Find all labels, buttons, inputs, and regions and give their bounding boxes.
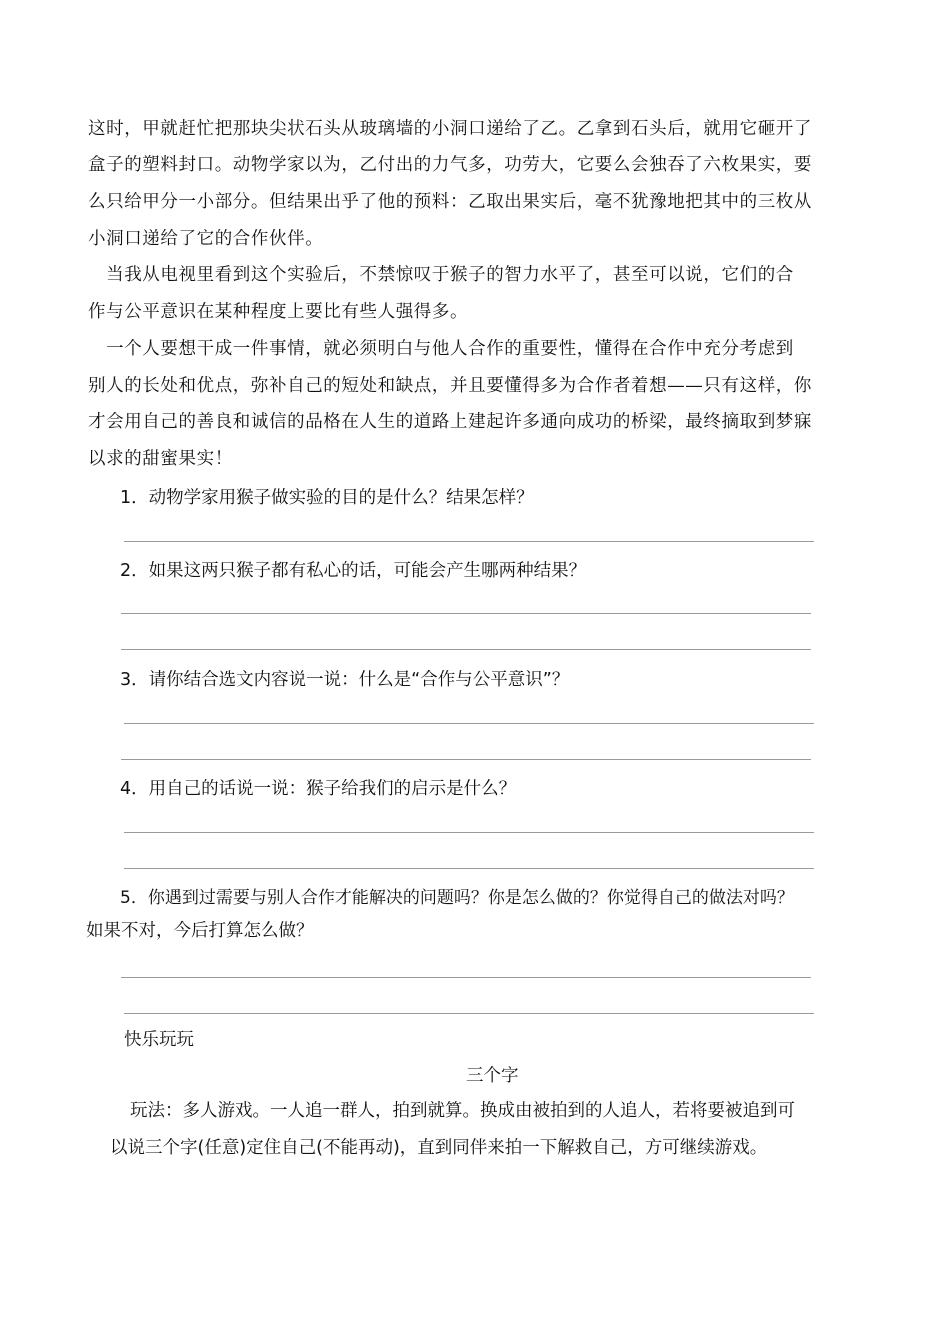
passage-line: 以求的甜蜜果实！	[88, 449, 233, 469]
answer-line[interactable]	[121, 977, 811, 978]
passage-line: 别人的长处和优点，弥补自己的短处和缺点，并且要懂得多为合作者着想——只有这样，你	[88, 376, 812, 396]
answer-line[interactable]	[124, 1013, 814, 1014]
game-rules-line-1: 玩法：多人游戏。一人追一群人，拍到就算。换成由被拍到的人追人，若将要被追到可	[130, 1101, 795, 1121]
passage-line: 当我从电视里看到这个实验后，不禁惊叹于猴子的智力水平了，甚至可以说，它们的合	[88, 265, 794, 285]
answer-line[interactable]	[124, 541, 814, 542]
passage-line: 才会用自己的善良和诚信的品格在人生的道路上建起许多通向成功的桥梁，最终摘取到梦寐	[88, 412, 812, 432]
passage-line: 盒子的塑料封口。动物学家以为，乙付出的力气多，功劳大，它要么会独吞了六枚果实，要	[88, 155, 812, 175]
answer-line[interactable]	[124, 832, 814, 833]
question-4: 4．用自己的话说一说：猴子给我们的启示是什么？	[120, 779, 517, 799]
question-5-line-1: 5．你遇到过需要与别人合作才能解决的问题吗？你是怎么做的？你觉得自己的做法对吗？	[120, 888, 794, 908]
passage-line: 一个人要想干成一件事情，就必须明白与他人合作的重要性，懂得在合作中充分考虑到	[88, 339, 794, 359]
section-heading: 快乐玩玩	[124, 1030, 194, 1050]
answer-line[interactable]	[124, 868, 814, 869]
passage-line: 这时，甲就赶忙把那块尖状石头从玻璃墙的小洞口递给了乙。乙拿到石头后，就用它砸开了	[88, 119, 812, 139]
question-2: 2．如果这两只猴子都有私心的话，可能会产生哪两种结果？	[120, 561, 587, 581]
answer-line[interactable]	[121, 649, 811, 650]
answer-line[interactable]	[124, 723, 814, 724]
passage-line: 作与公平意识在某种程度上要比有些人强得多。	[88, 302, 469, 322]
question-1: 1．动物学家用猴子做实验的目的是什么？结果怎样？	[120, 488, 534, 508]
question-5-line-2: 如果不对，今后打算怎么做？	[86, 921, 314, 941]
passage-line: 么只给甲分一小部分。但结果出乎了他的预料：乙取出果实后，毫不犹豫地把其中的三枚从	[88, 192, 812, 212]
game-title: 三个字	[466, 1066, 519, 1086]
game-rules-line-2: 以说三个字(任意)定住自己(不能再动)，直到同伴来拍一下解救自己，方可继续游戏。	[110, 1138, 768, 1158]
answer-line[interactable]	[121, 759, 811, 760]
passage-line: 小洞口递给了它的合作伙伴。	[88, 229, 324, 249]
question-3: 3．请你结合选文内容说一说：什么是“合作与公平意识”？	[120, 670, 570, 690]
answer-line[interactable]	[121, 613, 811, 614]
